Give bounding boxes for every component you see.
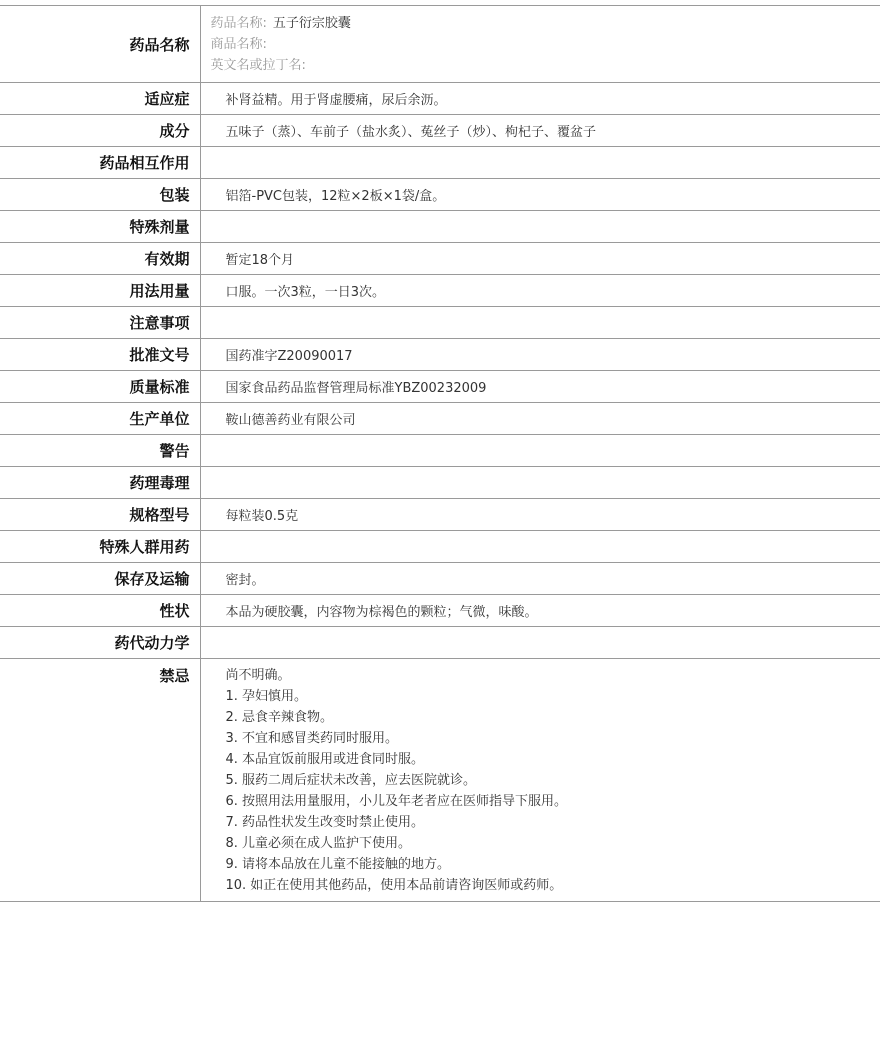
row-label: 警告 xyxy=(0,435,200,467)
row-label: 有效期 xyxy=(0,243,200,275)
table-row xyxy=(0,115,880,147)
list-item: 4. 本品宜饭前服用或进食同时服。 xyxy=(225,752,425,767)
row-label: 保存及运输 xyxy=(0,563,200,595)
row-value xyxy=(200,211,880,243)
row-value: 国药准字Z20090017 xyxy=(200,339,880,371)
list-item: 5. 服药二周后症状未改善，应去医院就诊。 xyxy=(225,773,477,788)
drug-name-values xyxy=(200,6,880,83)
list-item: 7. 药品性状发生改变时禁止使用。 xyxy=(225,815,425,830)
row-value: 铝箔-PVC包装，12粒×2板×1袋/盒。 xyxy=(200,179,880,211)
row-label: 注意事项 xyxy=(0,307,200,339)
row-label: 规格型号 xyxy=(0,499,200,531)
drug-spec-table xyxy=(0,5,880,902)
row-label: 药品名称 xyxy=(0,6,200,83)
row-label: 批准文号 xyxy=(0,339,200,371)
contraindications-list xyxy=(200,659,880,902)
row-label: 生产单位 xyxy=(0,403,200,435)
table-row xyxy=(0,435,880,467)
table-row xyxy=(0,371,880,403)
list-item: 尚不明确。 xyxy=(225,668,291,683)
english-name-label: 英文名或拉丁名: xyxy=(210,57,306,73)
row-label: 用法用量 xyxy=(0,275,200,307)
row-value: 鞍山德善药业有限公司 xyxy=(200,403,880,435)
table-row xyxy=(0,179,880,211)
trade-name-line xyxy=(211,34,880,55)
table-row xyxy=(0,275,880,307)
row-label: 包装 xyxy=(0,179,200,211)
row-label: 成分 xyxy=(0,115,200,147)
trade-name-label: 商品名称: xyxy=(210,36,267,52)
table-row xyxy=(0,595,880,627)
row-value: 暂定18个月 xyxy=(200,243,880,275)
table-row xyxy=(0,467,880,499)
row-value xyxy=(200,467,880,499)
table-row xyxy=(0,563,880,595)
row-value: 每粒装0.5克 xyxy=(200,499,880,531)
row-value: 密封。 xyxy=(200,563,880,595)
row-value xyxy=(200,307,880,339)
row-value: 口服。一次3粒，一日3次。 xyxy=(200,275,880,307)
row-label: 药代动力学 xyxy=(0,627,200,659)
table-row xyxy=(0,339,880,371)
table-row xyxy=(0,243,880,275)
row-value: 补肾益精。用于肾虚腰痛，尿后余沥。 xyxy=(200,83,880,115)
row-value: 五味子（蒸）、车前子（盐水炙）、菟丝子（炒）、枸杞子、覆盆子 xyxy=(200,115,880,147)
table-row xyxy=(0,307,880,339)
generic-name-value: 五子衍宗胶囊 xyxy=(272,15,351,31)
row-label: 性状 xyxy=(0,595,200,627)
row-value: 本品为硬胶囊，内容物为棕褐色的颗粒；气微，味酸。 xyxy=(200,595,880,627)
list-item: 8. 儿童必须在成人监护下使用。 xyxy=(225,836,412,851)
english-name-line xyxy=(211,55,880,76)
generic-name-line xyxy=(211,13,880,34)
row-value xyxy=(200,435,880,467)
list-item: 1. 孕妇慎用。 xyxy=(225,689,308,704)
table-row-drug-name xyxy=(0,6,880,83)
row-value xyxy=(200,147,880,179)
list-item: 6. 按照用法用量服用，小儿及年老者应在医师指导下服用。 xyxy=(225,794,568,809)
row-label: 药品相互作用 xyxy=(0,147,200,179)
row-value xyxy=(200,627,880,659)
row-label: 禁忌 xyxy=(0,659,200,902)
row-label: 质量标准 xyxy=(0,371,200,403)
list-item: 10. 如正在使用其他药品，使用本品前请咨询医师或药师。 xyxy=(225,878,563,893)
row-value: 国家食品药品监督管理局标准YBZ00232009 xyxy=(200,371,880,403)
row-label: 特殊剂量 xyxy=(0,211,200,243)
list-item: 9. 请将本品放在儿童不能接触的地方。 xyxy=(225,857,451,872)
table-row xyxy=(0,211,880,243)
row-label: 特殊人群用药 xyxy=(0,531,200,563)
row-value xyxy=(200,531,880,563)
row-label: 药理毒理 xyxy=(0,467,200,499)
list-item: 2. 忌食辛辣食物。 xyxy=(225,710,334,725)
generic-name-label: 药品名称: xyxy=(210,15,267,31)
table-row xyxy=(0,83,880,115)
table-row-contraindications xyxy=(0,659,880,902)
table-row xyxy=(0,627,880,659)
table-row xyxy=(0,531,880,563)
table-row xyxy=(0,147,880,179)
list-item: 3. 不宜和感冒类药同时服用。 xyxy=(225,731,399,746)
table-row xyxy=(0,499,880,531)
table-row xyxy=(0,403,880,435)
row-label: 适应症 xyxy=(0,83,200,115)
